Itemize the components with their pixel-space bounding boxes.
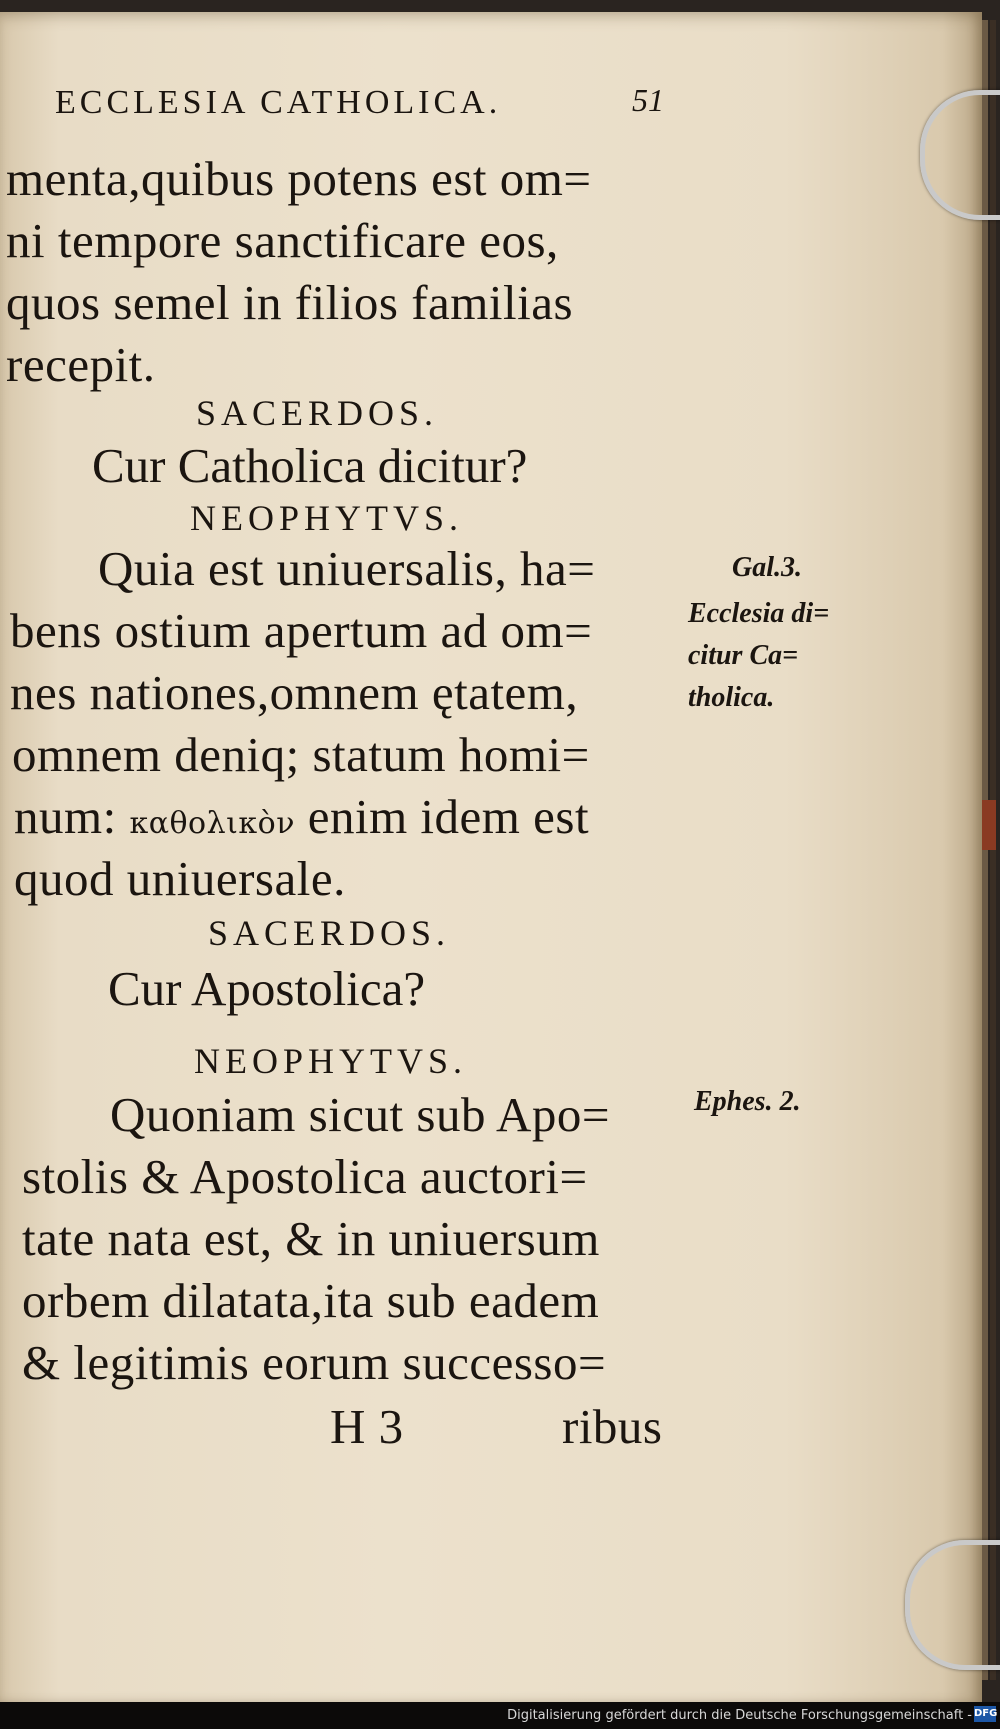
- speaker-label: SACERDOS.: [196, 393, 439, 433]
- text-line: quod uniuersale.: [14, 851, 346, 906]
- signature-mark: H 3: [330, 1399, 404, 1454]
- book-cover-edge: [990, 20, 996, 1680]
- text-line: bens ostium apertum ad om=: [10, 603, 593, 658]
- catchword: ribus: [562, 1399, 663, 1454]
- text-line: menta,quibus potens est om=: [6, 151, 592, 206]
- text-fragment: num:: [14, 789, 117, 844]
- question-line: Cur Catholica dicitur?: [92, 438, 528, 493]
- text-line: Quoniam sicut sub Apo=: [110, 1087, 611, 1142]
- speaker-label: NEOPHYTVS.: [194, 1041, 468, 1081]
- speaker-label: SACERDOS.: [208, 913, 451, 953]
- text-line: tate nata est, & in uniuersum: [22, 1211, 600, 1266]
- page-edge: [982, 20, 988, 1680]
- red-bookmark-tab: [982, 800, 996, 850]
- speaker-label: NEOPHYTVS.: [190, 498, 464, 538]
- text-line: Quia est uniuersalis, ha=: [98, 541, 596, 596]
- text-line: omnem deniq; statum homi=: [12, 727, 590, 782]
- text-line: ni tempore sanctificare eos,: [6, 213, 559, 268]
- marginal-note: tholica.: [688, 682, 775, 713]
- page-number: 51: [632, 82, 664, 118]
- question-line: Cur Apostolica?: [108, 961, 426, 1016]
- marginal-note: Ecclesia di=: [688, 598, 830, 629]
- text-line: orbem dilatata,ita sub eadem: [22, 1273, 600, 1328]
- marginal-note: Gal.3.: [732, 552, 802, 583]
- digitization-credit: Digitalisierung gefördert durch die Deutsche Forschungsgemeinschaft -: [507, 1708, 972, 1723]
- text-line: recepit.: [6, 337, 156, 392]
- running-title: ECCLESIA CATHOLICA.: [55, 84, 502, 121]
- marginal-note: Ephes. 2.: [694, 1086, 801, 1117]
- marginal-note: citur Ca=: [688, 640, 799, 671]
- greek-word: καθολικὸν: [129, 806, 295, 841]
- text-line: stolis & Apostolica auctori=: [22, 1149, 588, 1204]
- text-line: quos semel in filios familias: [6, 275, 574, 330]
- dfg-logo: DFG: [974, 1706, 996, 1722]
- text-line: nes nationes,omnem ętatem,: [10, 665, 579, 720]
- text-fragment: enim idem est: [307, 789, 590, 844]
- text-line: & legitimis eorum successo=: [22, 1335, 607, 1390]
- text-line: [14, 788, 589, 845]
